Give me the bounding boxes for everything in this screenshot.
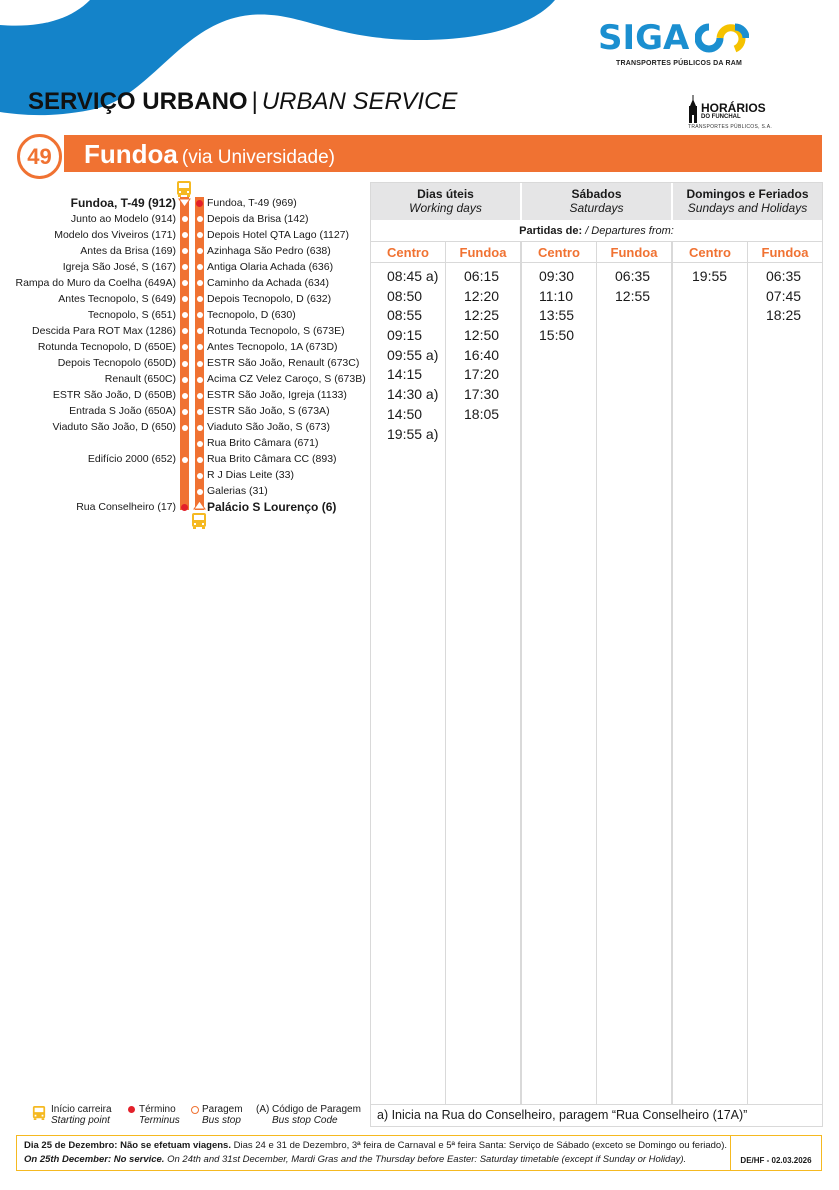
legend-item [139, 1104, 180, 1126]
stop-left: Viaduto São João, D (650) [52, 421, 176, 434]
departure-time: 06:15 [464, 268, 500, 284]
timetable-column [446, 242, 522, 1104]
footer-pt-bold: Dia 25 de Dezembro: Não se efetuam viagens. [24, 1140, 231, 1151]
departure-time: 08:50 [387, 287, 423, 304]
stop-dot-icon [197, 296, 203, 302]
end-arrow-icon [193, 500, 206, 510]
departure-time: 09:15 [387, 327, 423, 344]
departure-time: 07:45 [766, 287, 802, 304]
stop-dot-icon [182, 232, 188, 238]
timetable-column [597, 242, 673, 1104]
stop-left: Descida Para ROT Max (1286) [32, 324, 176, 337]
stop-dot-icon [197, 361, 203, 367]
stop-left: Tecnopolo, S (651) [87, 308, 176, 321]
group-label-en: Working days [409, 201, 482, 215]
stop-left: Rampa do Muro da Coelha (649A) [15, 276, 176, 289]
departure-time: 12:55 [615, 287, 651, 304]
stop-dot-icon [197, 457, 203, 463]
footer-pt-rest: Dias 24 e 31 de Dezembro, 3ª feira de Carnaval e 5ª feira Santa: Serviço de Sábado (exceto se Domingo ou feriado). [230, 1140, 728, 1151]
stop-dot-icon [197, 473, 203, 479]
stop-dot-icon [197, 377, 203, 383]
stop-dot-icon [197, 312, 203, 318]
stop-right: Fundoa, T-49 (969) [207, 196, 297, 209]
column-header: Centro [371, 242, 445, 263]
stop-left: Antes da Brisa (169) [80, 244, 176, 257]
stop-left: Fundoa, T-49 (912) [70, 195, 176, 210]
departure-time: 06:35 [615, 268, 651, 284]
departure-time: 09:55 a) [387, 346, 439, 363]
legend-label-en: Bus stop [202, 1115, 241, 1126]
stop-left: Junto ao Modelo (914) [70, 212, 176, 225]
departures-label-pt: Partidas de: [519, 225, 583, 237]
bus-icon [176, 180, 192, 198]
footer-en-bold: On 25th December: No service. [24, 1154, 165, 1165]
departure-time: 19:55 [692, 268, 728, 284]
stop-right: Depois Tecnopolo, D (632) [207, 292, 332, 305]
departure-time: 14:50 [387, 405, 423, 422]
stop-dot-icon [182, 328, 188, 334]
stop-dot-icon [182, 264, 188, 270]
start-arrow-icon [178, 198, 191, 208]
departure-time: 12:20 [464, 287, 500, 304]
stop-left: Modelo dos Viveiros (171) [54, 228, 176, 241]
stop-dot-icon [182, 312, 188, 318]
service-title [28, 88, 457, 116]
horarios-name: HORÁRIOS [701, 101, 766, 115]
stop-dot-icon [197, 264, 203, 270]
stop-dot-icon [182, 425, 188, 431]
route-via: (via Universidade) [181, 147, 335, 168]
document-code: DE/HF - 02.03.2026 [740, 1156, 812, 1165]
departure-list [748, 263, 822, 326]
siga-tagline: TRANSPORTES PÚBLICOS DA RAM [616, 60, 743, 67]
stop-dot-icon [197, 409, 203, 415]
departure-time: 15:50 [539, 327, 575, 344]
group-label-en: Saturdays [569, 201, 624, 215]
stop-right: Acima CZ Velez Caroço, S (673B) [207, 373, 366, 386]
stop-left: Rotunda Tecnopolo, D (650E) [37, 340, 176, 353]
stop-right: Viaduto São João, S (673) [207, 421, 330, 434]
stop-right: Antiga Olaria Achada (636) [207, 260, 334, 273]
column-header: Fundoa [748, 242, 822, 263]
stop-dot-icon [182, 361, 188, 367]
stop-left: Entrada S João (650A) [69, 405, 176, 418]
timetable-columns [371, 242, 822, 1104]
departure-time: 12:25 [464, 307, 500, 324]
legend-label-en: Terminus [139, 1115, 180, 1126]
legend-item [256, 1104, 361, 1126]
timetable-header [371, 183, 822, 220]
footer-text [17, 1136, 731, 1170]
legend-label-pt: Paragem [202, 1104, 243, 1115]
footer-line-en [24, 1153, 730, 1167]
stop-right: ESTR São João, Igreja (1133) [207, 389, 347, 402]
horarios-sub: DO FUNCHAL [701, 114, 741, 120]
bus-icon [32, 1104, 46, 1122]
stop-left: Igreja São José, S (167) [62, 260, 176, 273]
departure-time: 08:55 [387, 307, 423, 324]
stop-dot-icon [182, 393, 188, 399]
stop-right: Rua Brito Câmara (671) [207, 437, 319, 450]
departure-list [673, 263, 747, 287]
stop-left: Renault (650C) [104, 373, 176, 386]
column-header: Centro [522, 242, 596, 263]
bus-icon [191, 512, 207, 530]
route-destination: Fundoa [84, 139, 178, 169]
departure-time: 11:10 [539, 287, 573, 304]
horarios-company: TRANSPORTES PÚBLICOS, S.A. [688, 124, 773, 130]
timetable [370, 182, 823, 1127]
timetable-footnote: a) Inicia na Rua do Conselheiro, paragem “Rua Conselheiro (17A)” [371, 1104, 822, 1126]
departure-time: 08:45 a) [387, 268, 439, 284]
stop-dot-icon [197, 489, 203, 495]
service-title-en: URBAN SERVICE [261, 88, 458, 115]
timetable-column [673, 242, 748, 1104]
departure-time: 09:30 [539, 268, 575, 284]
stop-code-label: (A) [256, 1104, 270, 1115]
stop-dot-icon [197, 393, 203, 399]
footer-en-rest: On 24th and 31st December, Mardi Gras and the Thursday before Easter: Saturday timetable (except if Sunday or Holiday). [164, 1154, 687, 1165]
footer-notice [16, 1135, 822, 1171]
stop-left: Antes Tecnopolo, S (649) [58, 292, 176, 305]
departure-time: 18:05 [464, 405, 500, 422]
column-header: Fundoa [597, 242, 671, 263]
service-title-separator: | [251, 88, 258, 115]
route-line-inbound [195, 197, 204, 510]
stop-right: Palácio S Lourenço (6) [207, 500, 337, 515]
departure-time: 14:15 [387, 366, 423, 383]
stop-dot-icon [197, 280, 203, 286]
departure-time: 13:55 [539, 307, 575, 324]
stop-right: Azinhaga São Pedro (638) [207, 244, 331, 257]
stop-dot-icon [182, 457, 188, 463]
siga-loop-icon [695, 23, 749, 53]
stop-right: Rua Brito Câmara CC (893) [207, 453, 337, 466]
stop-dot-icon [182, 344, 188, 350]
timetable-column [371, 242, 446, 1104]
stop-dot-icon [197, 216, 203, 222]
legend-label-pt: Término [139, 1104, 176, 1115]
stop-dot-icon [182, 377, 188, 383]
stop-right: ESTR São João, S (673A) [207, 405, 330, 418]
legend-label-en: Starting point [51, 1115, 110, 1126]
route-number-badge: 49 [17, 134, 62, 179]
siga-wordmark: SIGA [598, 18, 690, 58]
departure-time: 17:30 [464, 386, 500, 403]
legend-label-pt: Início carreira [51, 1104, 112, 1115]
bus-stop-ring-icon [191, 1106, 199, 1114]
departure-time: 06:35 [766, 268, 802, 284]
group-label-en: Sundays and Holidays [687, 201, 808, 215]
stop-dot-icon [182, 216, 188, 222]
column-header: Centro [673, 242, 747, 263]
stop-dot-icon [197, 248, 203, 254]
terminus-dot-icon [181, 504, 188, 511]
stop-right: Depois da Brisa (142) [207, 212, 309, 225]
stop-right: Tecnopolo, D (630) [207, 308, 296, 321]
stop-left: ESTR São João, D (650B) [52, 389, 176, 402]
stop-left: Depois Tecnopolo (650D) [57, 357, 176, 369]
legend-label-pt: Código de Paragem [272, 1104, 361, 1115]
timetable-column [522, 242, 597, 1104]
departure-list [371, 263, 445, 444]
group-sundays-holidays [673, 183, 822, 220]
departures-from-label [371, 220, 822, 242]
departure-time: 14:30 a) [387, 386, 439, 403]
column-header: Fundoa [446, 242, 520, 263]
group-saturdays [522, 183, 673, 220]
departure-list [597, 263, 671, 306]
legend-item [51, 1104, 112, 1126]
tower-icon [688, 95, 698, 123]
stop-dot-icon [182, 296, 188, 302]
stop-dot-icon [182, 280, 188, 286]
departures-label-en: / Departures from: [585, 225, 674, 237]
service-title-pt: SERVIÇO URBANO [28, 88, 248, 115]
timetable-column [748, 242, 822, 1104]
stop-right: Depois Hotel QTA Lago (1127) [207, 228, 350, 241]
group-working-days [371, 183, 522, 220]
stop-dot-icon [197, 328, 203, 334]
stop-right: R J Dias Leite (33) [207, 469, 294, 482]
route-name [84, 139, 335, 170]
stop-dot-icon [197, 425, 203, 431]
stop-dot-icon [197, 232, 203, 238]
departure-list [446, 263, 520, 425]
departure-time: 16:40 [464, 346, 500, 363]
departure-time: 19:55 a) [387, 425, 439, 442]
stop-dot-icon [197, 441, 203, 447]
departure-list [522, 263, 596, 346]
terminus-dot-icon [196, 200, 203, 207]
stop-right: Galerias (31) [207, 485, 268, 498]
legend-item [202, 1104, 243, 1126]
stop-dot-icon [182, 248, 188, 254]
route-line-outbound [180, 197, 189, 510]
stop-dot-icon [182, 409, 188, 415]
stop-right: Caminho da Achada (634) [207, 276, 329, 289]
stop-right: ESTR São João, Renault (673C) [207, 357, 360, 369]
departure-time: 18:25 [766, 307, 802, 324]
stop-left: Rua Conselheiro (17) [76, 501, 176, 514]
footer-line-pt [24, 1139, 730, 1153]
stop-dot-icon [197, 344, 203, 350]
departure-time: 17:20 [464, 366, 500, 383]
departure-time: 12:50 [464, 327, 500, 344]
stop-right: Rotunda Tecnopolo, S (673E) [207, 324, 345, 337]
legend-label-en: Bus stop Code [272, 1115, 338, 1126]
siga-logo [598, 18, 778, 67]
stop-right: Antes Tecnopolo, 1A (673D) [207, 340, 338, 353]
terminus-dot-icon [128, 1106, 135, 1113]
group-label-pt: Sábados [571, 187, 622, 201]
horarios-logo [688, 95, 773, 130]
group-label-pt: Dias úteis [417, 187, 474, 201]
stop-left: Edifício 2000 (652) [87, 453, 176, 466]
group-label-pt: Domingos e Feriados [686, 187, 809, 201]
